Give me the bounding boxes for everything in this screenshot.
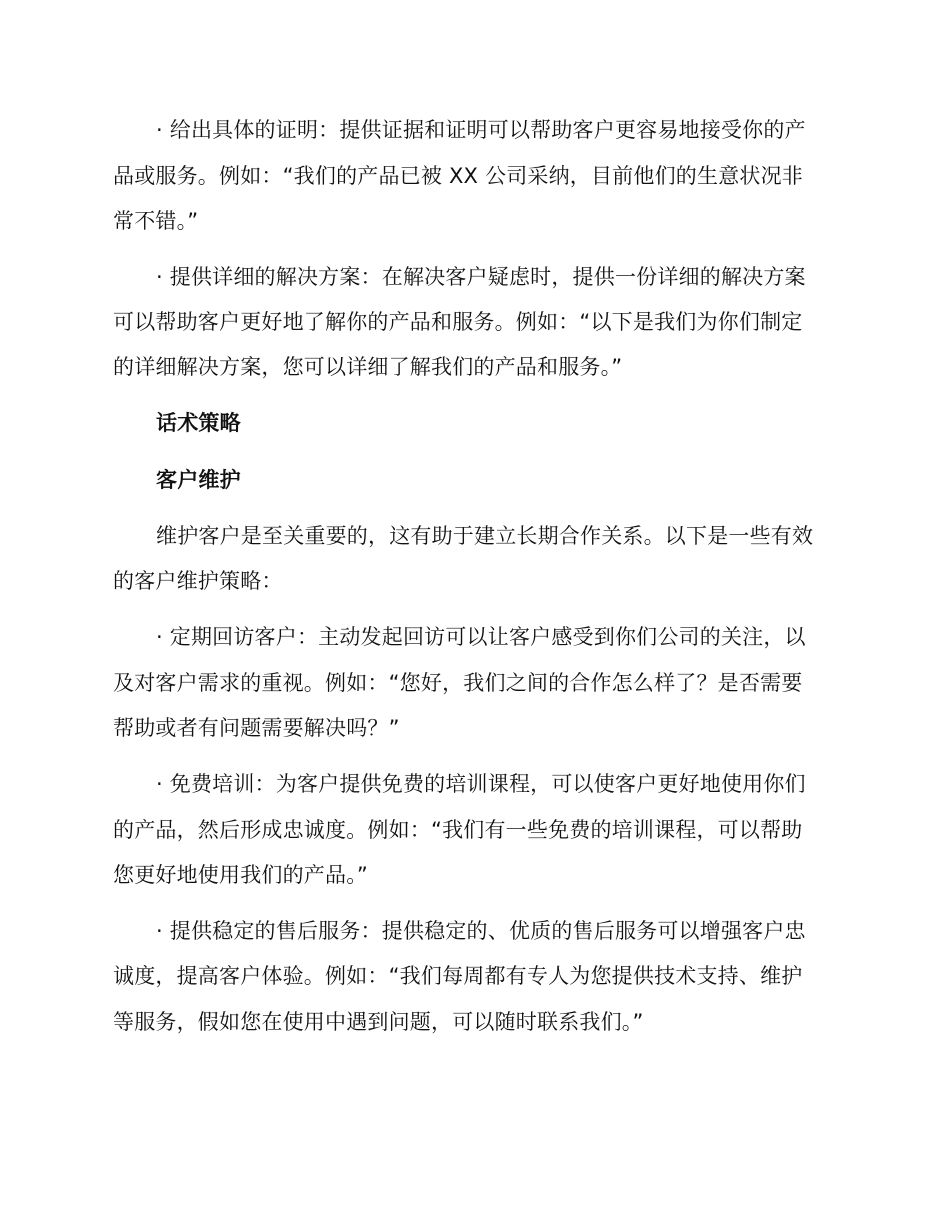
bullet-solution-line-1: · 提供详细的解决方案：在解决客户疑虑时，提供一份详细的解决方案 — [156, 265, 806, 289]
bullet-proof-line-3: 常不错。” — [113, 209, 199, 233]
bullet-training-line-3: 您更好地使用我们的产品。” — [113, 863, 368, 887]
bullet-followup-line-2: 及对客户需求的重视。例如：“您好，我们之间的合作怎么样了？是否需要 — [113, 671, 803, 695]
body-intro-line-1: 维护客户是至关重要的，这有助于建立长期合作关系。以下是一些有效 — [156, 524, 814, 548]
bullet-aftersales-line-1: · 提供稳定的售后服务：提供稳定的、优质的售后服务可以增强客户忠 — [156, 919, 806, 943]
heading-talk-strategy: 话术策略 — [156, 411, 241, 435]
bullet-followup-line-1: · 定期回访客户：主动发起回访可以让客户感受到你们公司的关注，以 — [156, 625, 806, 649]
bullet-proof-line-1: · 给出具体的证明：提供证据和证明可以帮助客户更容易地接受你的产 — [156, 118, 806, 142]
heading-customer-maintenance: 客户维护 — [156, 468, 241, 492]
bullet-followup-line-3: 帮助或者有问题需要解决吗？” — [113, 716, 400, 740]
body-intro-line-2: 的客户维护策略： — [113, 569, 283, 593]
bullet-solution-line-2: 可以帮助客户更好地了解你的产品和服务。例如：“以下是我们为你们制定 — [113, 310, 803, 334]
bullet-aftersales-line-2: 诚度，提高客户体验。例如：“我们每周都有专人为您提供技术支持、维护 — [113, 964, 803, 988]
bullet-training-line-1: · 免费培训：为客户提供免费的培训课程，可以使客户更好地使用你们 — [156, 772, 806, 796]
bullet-aftersales-line-3: 等服务，假如您在使用中遇到问题，可以随时联系我们。” — [113, 1010, 644, 1034]
bullet-proof-line-2: 品或服务。例如：“我们的产品已被 XX 公司采纳，目前他们的生意状况非 — [113, 164, 803, 188]
bullet-solution-line-3: 的详细解决方案，您可以详细了解我们的产品和服务。” — [113, 355, 623, 379]
bullet-training-line-2: 的产品，然后形成忠诚度。例如：“我们有一些免费的培训课程，可以帮助 — [113, 818, 803, 842]
